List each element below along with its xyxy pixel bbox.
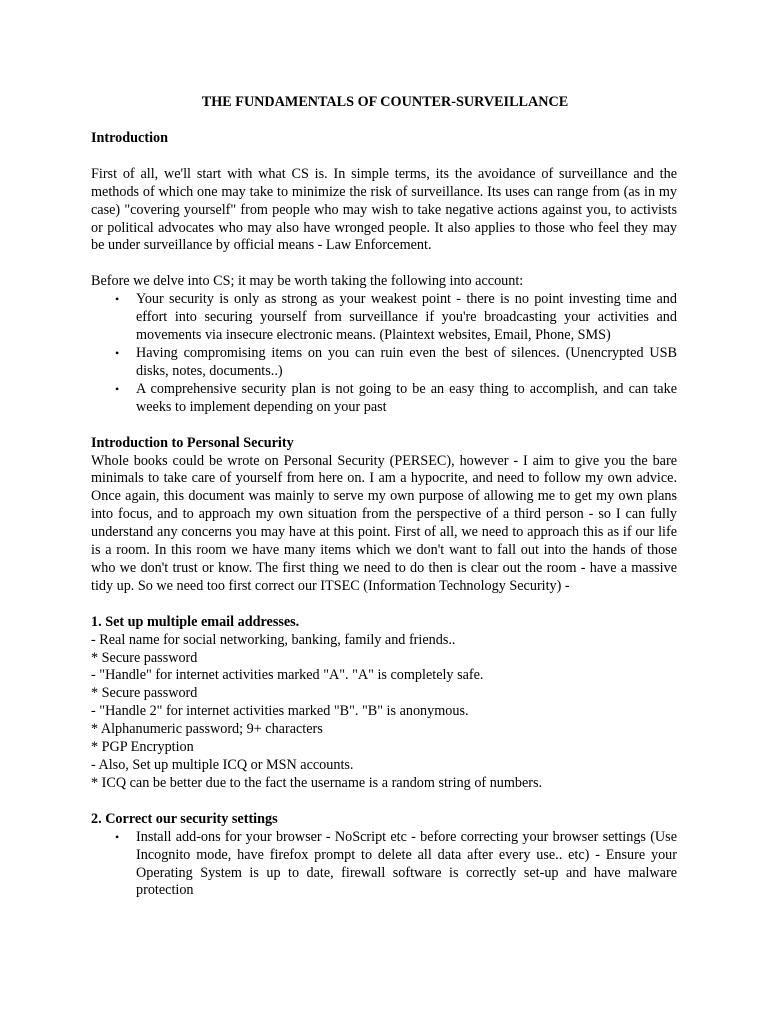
list-item — [91, 291, 677, 345]
email-heading: 1. Set up multiple email addresses. — [91, 613, 300, 630]
email-line: * Secure password — [91, 685, 198, 702]
list-item-text: Having compromising items on you can ruin even the best of silences. (Unencrypted USB disks, notes, documents..) — [136, 344, 677, 379]
list-item — [91, 381, 677, 417]
list-item — [91, 345, 677, 381]
bullet-icon: • — [115, 292, 120, 307]
list-item-text: A comprehensive security plan is not going to be an easy thing to accomplish, and can take weeks to implement depending on your past — [136, 380, 677, 415]
intro-bullet-list — [91, 291, 677, 416]
intro-lead: Before we delve into CS; it may be worth taking the following into account: — [91, 273, 524, 290]
email-line: * Alphanumeric password; 9+ characters — [91, 721, 323, 738]
persec-paragraph: Whole books could be wrote on Personal Security (PERSEC), however - I aim to give you the bare minimals to take care of yourself from here on. I am a hypocrite, and need to follow my own advice. Once again, this document was mainly to serve my own purpose of allowing me to get my own plans into focus, and to approach my own situation from the perspective of a third person - so I can fully understand any concerns you may have at this point. First of all, we need to approach this as if our life is a room. In this room we have many items which we don't want to fall out into the hands of those who we don't trust or know. The first thing we need to do then is clear out the room - have a massive tidy up. So we need too first correct our ITSEC (Information Technology Security) - — [91, 452, 677, 594]
security-bullet-list — [91, 829, 677, 901]
email-line: * ICQ can be better due to the fact the username is a random string of numbers. — [91, 774, 543, 791]
intro-heading: Introduction — [91, 129, 168, 146]
bullet-icon: • — [115, 345, 120, 360]
list-item-text: Install add-ons for your browser - NoScript etc - before correcting your browser settings (Use Incognito mode, have firefox prompt to delete all data after every use.. etc) - Ensure your Operating System is up to date, firewall software is correctly set-up and have malware protection — [136, 828, 677, 899]
intro-paragraph: First of all, we'll start with what CS is. In simple terms, its the avoidance of surveillance and the methods of which one may take to minimize the risk of surveillance. Its uses can range from (as in my case) "covering yourself" from people who may wish to take negative actions against you, to activists or political advocates who may also have wronged people. It also applies to those who feel they may be under surveillance by official means - Law Enforcement. — [91, 165, 677, 254]
email-line: - Real name for social networking, banking, family and friends.. — [91, 631, 456, 648]
email-lines — [91, 632, 677, 793]
security-heading: 2. Correct our security settings — [91, 810, 278, 827]
bullet-icon: • — [115, 829, 120, 844]
persec-heading: Introduction to Personal Security — [91, 434, 294, 451]
bullet-icon: • — [115, 381, 120, 396]
list-item — [91, 829, 677, 901]
email-line: * PGP Encryption — [91, 739, 194, 756]
document-title: THE FUNDAMENTALS OF COUNTER-SURVEILLANCE — [201, 94, 569, 110]
email-line: - "Handle 2" for internet activities marked "B". "B" is anonymous. — [91, 703, 469, 720]
email-line: - Also, Set up multiple ICQ or MSN accounts. — [91, 757, 354, 773]
document-page — [91, 94, 677, 900]
list-item-text: Your security is only as strong as your weakest point - there is no point investing time and effort into securing yourself from surveillance if you're broadcasting your activities and movements via insecure electronic means. (Plaintext websites, Email, Phone, SMS) — [136, 291, 677, 344]
email-line: - "Handle" for internet activities marked "A". "A" is completely safe. — [91, 667, 484, 684]
email-line: * Secure password — [91, 649, 198, 666]
